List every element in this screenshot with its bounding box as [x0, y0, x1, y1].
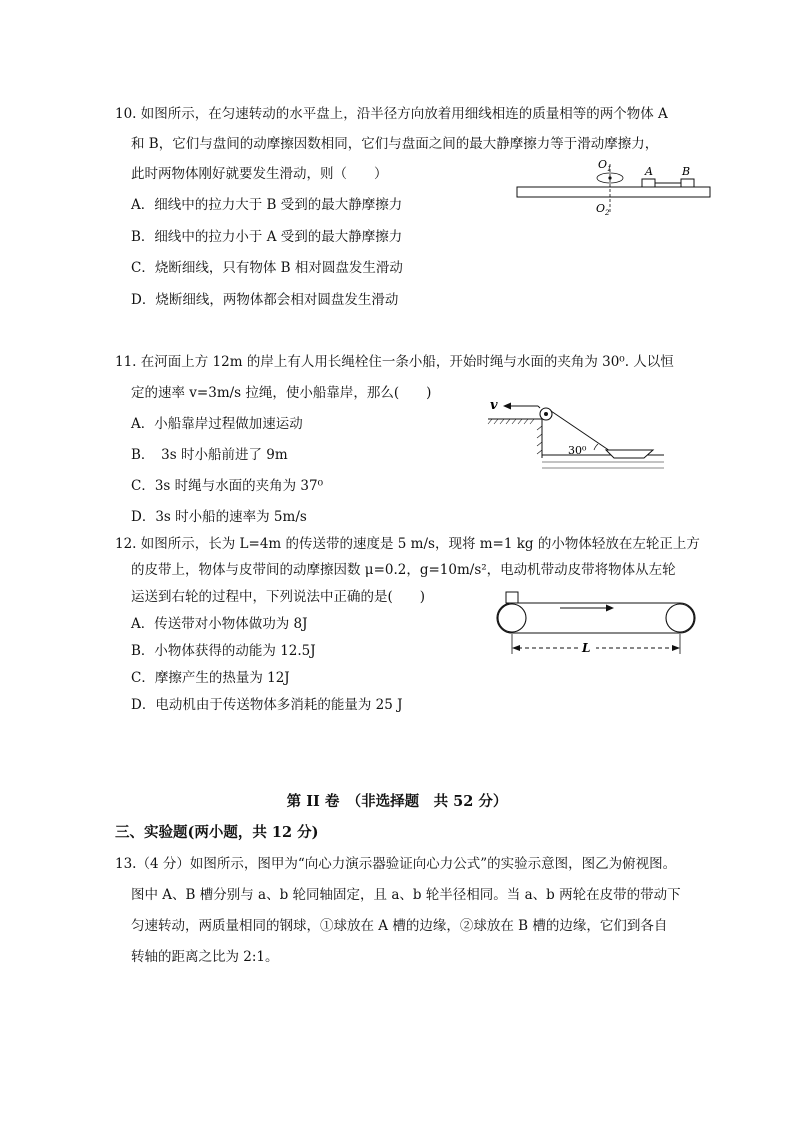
q11-stem-line2: 定的速率 v=3m/s 拉绳，使小船靠岸，那么( ) — [131, 385, 432, 401]
angle-arc — [594, 444, 598, 450]
q12-stem-line2: 的皮带上，物体与皮带间的动摩擦因数 μ=0.2，g=10m/s²，电动机带动皮带将物体从左轮 — [131, 562, 676, 578]
left-wheel — [498, 604, 526, 632]
q11-option-d: D．3s 时小船的速率为 5m/s — [131, 509, 307, 525]
boat — [606, 450, 653, 458]
q13-line2: 图中 A、B 槽分别与 a、b 轮同轴固定，且 a、b 轮半径相同。当 a、b 两轮在皮带的带动下 — [131, 887, 681, 903]
q12-option-c: C．摩擦产生的热量为 12J — [131, 670, 290, 686]
block-a — [642, 179, 655, 187]
rope-segment-to-hand — [538, 406, 540, 408]
q12-option-a: A．传送带对小物体做功为 8J — [131, 616, 308, 632]
q11-option-c: C．3s 时绳与水面的夹角为 37⁰ — [131, 478, 324, 494]
q10-stem-line2: 和 B，它们与盘间的动摩擦因数相同，它们与盘面之间的最大静摩擦力等于滑动摩擦力， — [131, 136, 659, 152]
label-a: A — [645, 165, 653, 178]
block-b — [681, 179, 694, 187]
q11-stem-line1: 11. 在河面上方 12m 的岸上有人用长绳栓住一条小船，开始时绳与水面的夹角为 30⁰. 人以恒 — [115, 354, 674, 370]
label-l: L — [582, 641, 591, 655]
q12-conveyor-figure — [494, 588, 700, 660]
q13-line4: 转轴的距离之比为 2:1。 — [131, 949, 279, 965]
q11-option-a: A．小船靠岸过程做加速运动 — [131, 416, 303, 432]
q10-option-d: D．烧断细线，两物体都会相对圆盘发生滑动 — [131, 292, 399, 308]
small-object — [506, 592, 518, 603]
q12-stem-line3: 运送到右轮的过程中，下列说法中正确的是( ) — [131, 589, 426, 605]
q10-option-c: C．烧断细线，只有物体 B 相对圆盘发生滑动 — [131, 260, 403, 276]
q10-turntable-figure — [514, 154, 714, 216]
q12-stem-line1: 12. 如图所示，长为 L=4m 的传送带的速度是 5 m/s，现将 m=1 kg 的小物体轻放在左轮正上方 — [115, 536, 700, 552]
label-v: v — [490, 398, 498, 413]
q11-option-b: B． 3s 时小船前进了 9m — [131, 447, 288, 463]
label-angle: 30⁰ — [568, 444, 587, 457]
section3-heading: 三、实验题(两小题，共 12 分) — [115, 824, 319, 841]
label-b: B — [682, 165, 691, 178]
q10-stem-line1: 10. 如图所示，在匀速转动的水平盘上，沿半径方向放着用细线相连的质量相等的两个物体 A — [115, 106, 668, 122]
q12-option-d: D．电动机由于传送物体多消耗的能量为 25 J — [131, 697, 403, 713]
right-wheel — [666, 604, 694, 632]
q13-line1: 13.（4 分）如图所示，图甲为“向心力演示器验证向心力公式”的实验示意图，图乙为俯视图。 — [115, 856, 677, 872]
q11-boat-figure — [486, 392, 666, 474]
axis-center-dot — [608, 176, 611, 179]
part2-title: 第 II 卷 （非选择题 共 52 分） — [286, 793, 508, 810]
q10-stem-line3: 此时两物体刚好就要发生滑动，则（ ） — [131, 166, 388, 182]
velocity-arrowhead — [503, 403, 511, 410]
label-o2: $O_2$ — [596, 202, 610, 216]
q10-option-b: B．细线中的拉力小于 A 受到的最大静摩擦力 — [131, 229, 403, 245]
q12-option-b: B．小物体获得的动能为 12.5J — [131, 643, 316, 659]
turntable-disk — [517, 187, 710, 197]
q10-option-a: A．细线中的拉力大于 B 受到的最大静摩擦力 — [131, 197, 403, 213]
label-o1: $O_1$ — [598, 158, 612, 173]
q13-line3: 匀速转动，两质量相同的钢球，①球放在 A 槽的边缘，②球放在 B 槽的边缘，它们到各自 — [131, 918, 668, 934]
